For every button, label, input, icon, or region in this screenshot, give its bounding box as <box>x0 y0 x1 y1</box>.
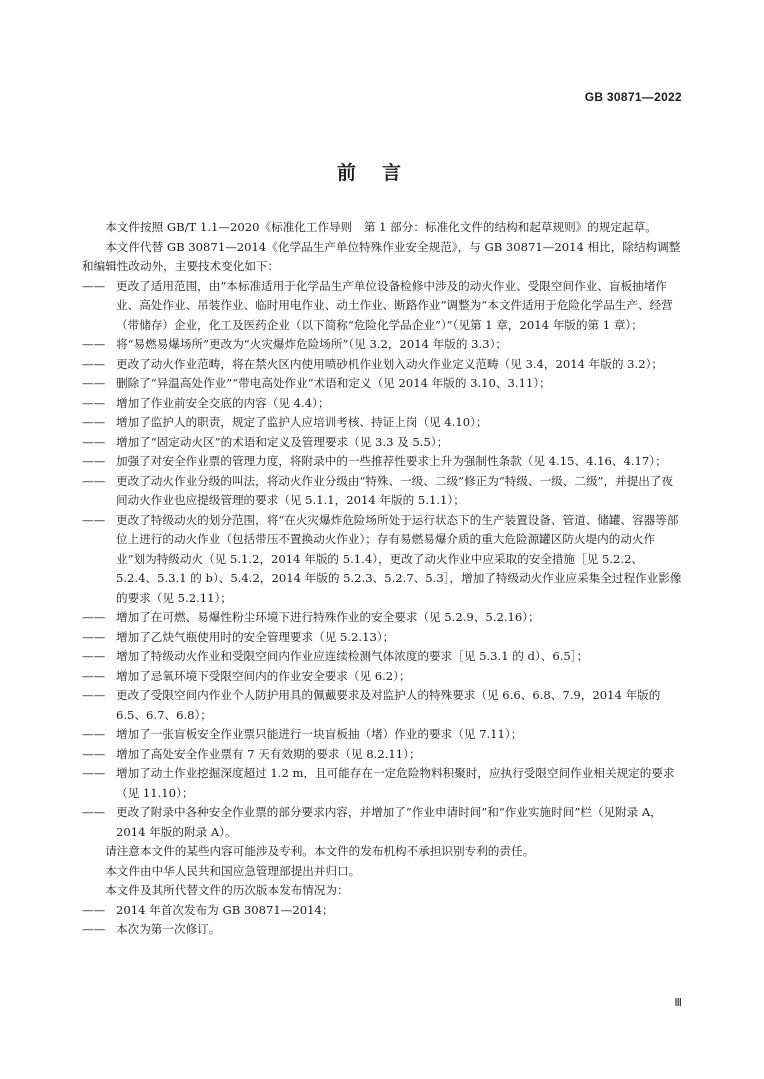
list-item: —— 增加了特级动火作业和受限空间内作业应连续检测气体浓度的要求［见 5.3.1 的 d）、6.5］； <box>82 649 589 663</box>
list-item: —— 增加了忌氧环境下受限空间内的作业安全要求（见 6.2）； <box>82 668 411 683</box>
history-list <box>82 901 684 940</box>
list-item: —— 本次为第一次修订。 <box>82 922 221 936</box>
intro-paragraph: 本文件代替 GB 30871—2014《化学品生产单位特殊作业安全规范》，与 GB 30871—2014 相比，除结构调整和编辑性改动外，主要技术变化如下： <box>82 239 681 273</box>
page-number: Ⅲ <box>674 997 682 1009</box>
history-heading: 本文件及其所代替文件的历次版本发布情况为： <box>105 883 349 897</box>
document-body <box>82 218 684 940</box>
page-title: 前言 <box>336 162 427 184</box>
list-item: —— 更改了受限空间内作业个人防护用具的佩戴要求及对监护人的特殊要求（见 6.6、6.8、7.9，2014 年版的 6.5、6.7、6.8）； <box>82 688 661 722</box>
list-item: —— 增加了一张盲板安全作业票只能进行一块盲板抽（堵）作业的要求（见 7.11）； <box>82 727 523 741</box>
patent-notice: 请注意本文件的某些内容可能涉及专利。本文件的发布机构不承担识别专利的责任。 <box>105 844 535 858</box>
list-item: —— 增加了作业前安全交底的内容（见 4.4）； <box>82 395 330 410</box>
list-item: —— 更改了动火作业范畴，将在禁火区内使用喷砂机作业划入动火作业定义范畴（见 3.4，2014 年版的 3.2）； <box>82 356 663 371</box>
list-item: —— 更改了适用范围，由“本标准适用于化学品生产单位设备检修中涉及的动火作业、受限空间作业、盲板抽堵作业、高处作业、吊装作业、临时用电作业、动土作业、断路作业”调整为“本文件适用于危险化学品生产、经营（带储存）企业，化工及医药企业（以下简称“危险化学品企业”）”（见第 1 章，2014 年版的第 1 章）； <box>82 278 673 332</box>
changes-list <box>82 277 684 843</box>
list-item: —— 将“易燃易爆场所”更改为“火灾爆炸危险场所”（见 3.2，2014 年版的 3.3）； <box>82 337 507 351</box>
standard-code: GB 30871—2022 <box>584 90 682 104</box>
list-item: —— 更改了特级动火的划分范围，将“在火灾爆炸危险场所处于运行状态下的生产装置设备、管道、储罐、容器等部位上进行的动火作业（包括带压不置换动火作业）；存有易燃易爆介质的重大危险源罐区防火堤内的动火作业”划为特级动火（见 5.1.2，2014 年版的 5.1.4），更改了动火作业中应采取的安全措施［见 5.2.2、5.2.4、5.3.1 的 b）、5.4.2，2014 年版的 5.2.3、5.2.7、5.3］，增加了特级动火作业应采集全过程作业影像的要求（见 5.2.11）； <box>82 512 682 605</box>
list-item: —— 删除了“异温高处作业”“带电高处作业”术语和定义（见 2014 年版的 3.10、3.11）； <box>82 376 551 390</box>
list-item: —— 更改了动火作业分级的叫法，将动火作业分级由“特殊、一级、二级”修正为“特级、一级、二级”，并提出了夜间动火作业也应提级管理的要求（见 5.1.1，2014 年版的 5.1.1）； <box>82 473 674 507</box>
list-item: —— 增加了乙炔气瓶使用时的安全管理要求（见 5.2.13）； <box>82 629 395 644</box>
list-item: —— 增加了动土作业挖掘深度超过 1.2 m，且可能存在一定危险物料积聚时，应执行受限空间作业相关规定的要求（见 11.10）； <box>82 766 675 800</box>
list-item: —— 增加了监护人的职责，规定了监护人应培训考核、持证上岗（见 4.10）； <box>82 415 488 429</box>
list-item: —— 增加了“固定动火区”的术语和定义及管理要求（见 3.3 及 5.5）； <box>82 434 449 449</box>
proposer-statement: 本文件由中华人民共和国应急管理部提出并归口。 <box>105 863 361 878</box>
list-item: —— 增加了高处安全作业票有 7 天有效期的要求（见 8.2.11）； <box>82 746 421 761</box>
list-item: —— 更改了附录中各种安全作业票的部分要求内容，并增加了“作业申请时间”和“作业实施时间”栏（见附录 A，2014 年版的附录 A）。 <box>82 805 662 839</box>
list-item: —— 加强了对安全作业票的管理力度，将附录中的一些推荐性要求上升为强制性条款（见 4.15、4.16、4.17）； <box>82 454 667 468</box>
list-item: —— 2014 年首次发布为 GB 30871—2014； <box>82 902 334 917</box>
list-item: —— 增加了在可燃、易爆性粉尘环境下进行特殊作业的安全要求（见 5.2.9、5.2.16）； <box>82 610 540 624</box>
intro-paragraph: 本文件按照 GB/T 1.1—2020《标准化工作导则 第 1 部分：标准化文件的结构和起草规则》的规定起草。 <box>105 220 657 234</box>
